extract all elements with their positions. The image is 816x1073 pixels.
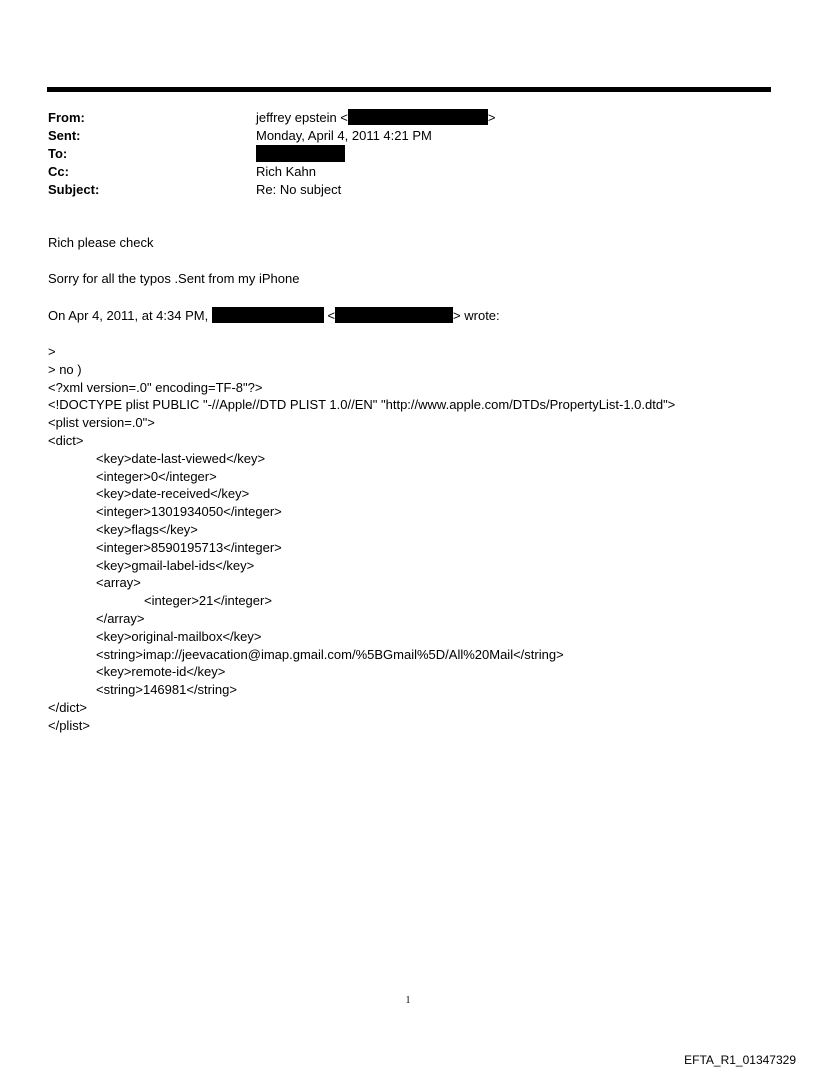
sent-label: Sent: [48, 128, 81, 143]
page-number: 1 [405, 995, 411, 1006]
header-rule [47, 87, 771, 92]
quoted-line: <key>remote-id</key> [96, 664, 226, 680]
document-id: EFTA_R1_01347329 [684, 1053, 796, 1067]
quoted-line: <key>date-last-viewed</key> [96, 450, 266, 466]
redaction-block [212, 307, 324, 323]
quoted-line: <integer>8590195713</integer> [96, 539, 282, 555]
subject-row [48, 181, 768, 199]
quoted-line: <key>flags</key> [96, 521, 198, 537]
body-line-2: Sorry for all the typos .Sent from my iPhone [48, 271, 300, 286]
quoted-line: <key>gmail-label-ids</key> [96, 557, 255, 573]
redaction-block [335, 307, 453, 323]
quoted-line: <plist version=.0"> [48, 415, 155, 431]
subject-label: Subject: [48, 182, 100, 197]
quoted-plist [48, 343, 675, 735]
quoted-line: </array> [96, 610, 145, 626]
quoted-line: <string>146981</string> [96, 682, 237, 698]
quote-lt: < [327, 308, 336, 323]
quoted-line: > [48, 344, 56, 359]
quoted-line: <integer>0</integer> [96, 468, 217, 484]
cc-label: Cc: [48, 164, 69, 179]
quoted-line: <integer>1301934050</integer> [96, 504, 282, 520]
body-line-1: Rich please check [48, 235, 154, 250]
redaction-block [348, 109, 488, 125]
quote-attribution [48, 307, 500, 325]
quote-prefix: On Apr 4, 2011, at 4:34 PM, [48, 308, 209, 323]
sent-row [48, 127, 768, 145]
to-row [48, 145, 768, 163]
quoted-line: <key>original-mailbox</key> [96, 628, 262, 644]
from-label: From: [48, 110, 85, 125]
cc-value: Rich Kahn [256, 164, 316, 179]
sent-value: Monday, April 4, 2011 4:21 PM [256, 128, 432, 143]
quoted-line: <dict> [48, 432, 84, 448]
cc-row [48, 163, 768, 181]
from-name: jeffrey epstein < [256, 110, 348, 125]
quote-suffix: > wrote: [453, 308, 500, 323]
redaction-block [256, 145, 345, 162]
to-value [256, 145, 345, 163]
quoted-line: <?xml version=.0" encoding=TF-8"?> [48, 379, 263, 395]
quoted-line: </plist> [48, 717, 90, 733]
quoted-line: </dict> [48, 699, 88, 715]
from-close: > [487, 110, 496, 125]
quoted-line: <key>date-received</key> [96, 486, 250, 502]
email-header [48, 109, 768, 199]
from-value [256, 109, 496, 127]
to-label: To: [48, 146, 68, 161]
quoted-line: <string>imap://jeevacation@imap.gmail.com/%5BGmail%5D/All%20Mail</string> [96, 646, 564, 662]
quoted-line: > no ) [48, 361, 82, 377]
from-row [48, 109, 768, 127]
quoted-line: <!DOCTYPE plist PUBLIC "-//Apple//DTD PLIST 1.0//EN" "http://www.apple.com/DTDs/PropertyList-1.0.dtd"> [48, 397, 676, 413]
quoted-line: <array> [96, 575, 141, 591]
quoted-line: <integer>21</integer> [144, 593, 272, 609]
subject-value: Re: No subject [256, 182, 342, 197]
